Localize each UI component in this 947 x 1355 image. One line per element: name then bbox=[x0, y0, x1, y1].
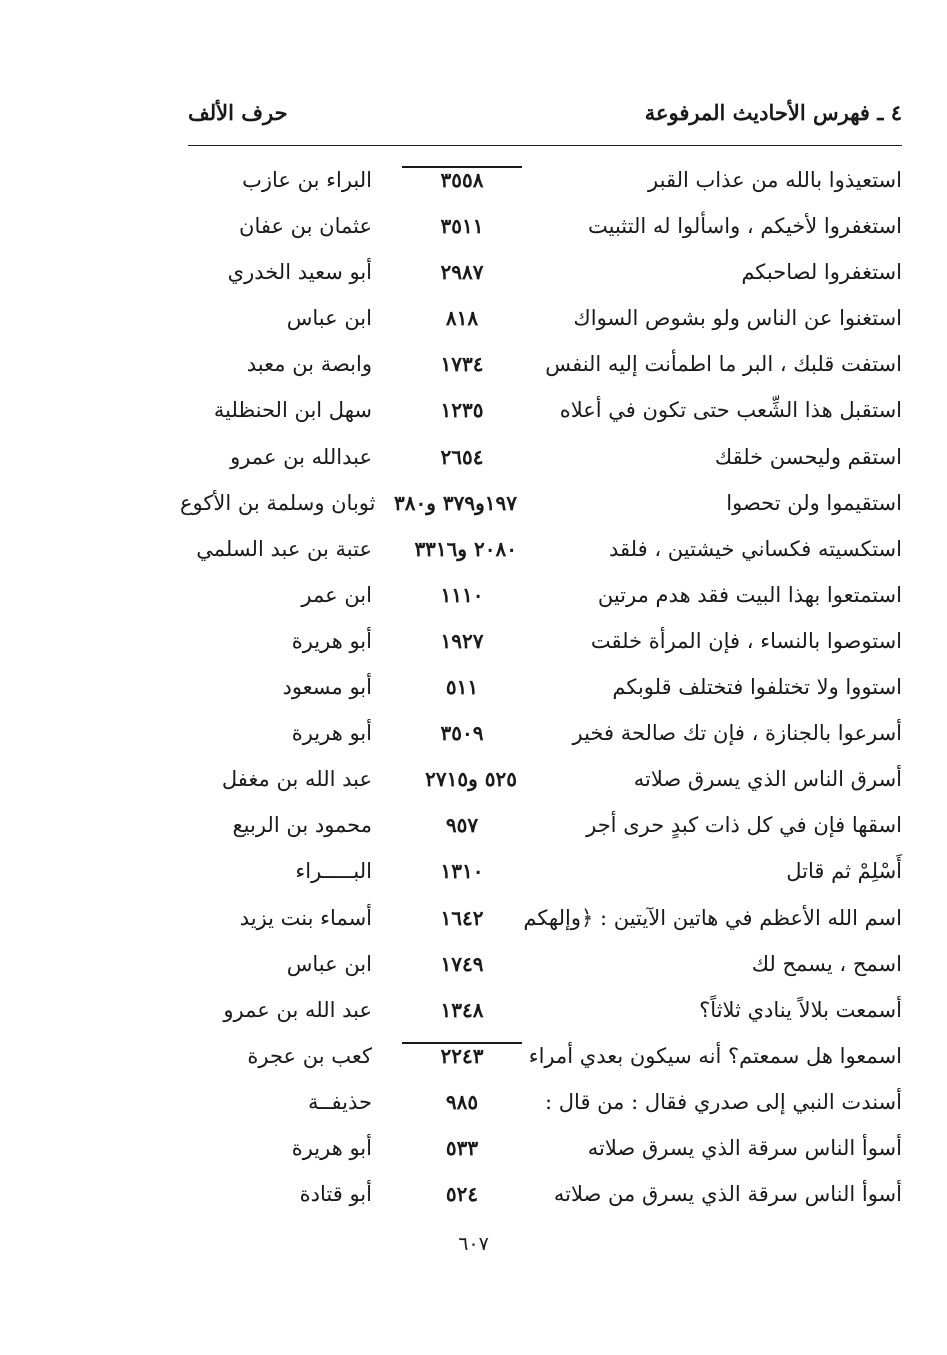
hadith-number: ١٦٤٢ bbox=[440, 905, 484, 930]
index-row bbox=[160, 437, 902, 483]
hadith-text: أسرق الناس الذي يسرق صلاته bbox=[633, 767, 902, 792]
index-row bbox=[160, 944, 902, 990]
narrator-name: أبو هريرة bbox=[291, 628, 372, 653]
hadith-text: اسم الله الأعظم في هاتين الآيتين : ﴿وإلهكم bbox=[523, 905, 902, 930]
hadith-text: اسمعوا هل سمعتم؟ أنه سيكون بعدي أمراء bbox=[528, 1043, 902, 1068]
hadith-text: استكسيته فكساني خيشتين ، فلقد bbox=[609, 536, 902, 561]
hadith-text: استغفروا لصاحبكم bbox=[741, 260, 902, 285]
hadith-number: ٢٩٨٧ bbox=[440, 260, 484, 285]
narrator-name: أبو هريرة bbox=[291, 1135, 372, 1160]
narrator-name: عتبة بن عبد السلمي bbox=[196, 536, 372, 561]
header-divider bbox=[188, 145, 902, 146]
narrator-name: أبو سعيد الخدري bbox=[227, 260, 372, 285]
hadith-text: استفت قلبك ، البر ما اطمأنت إليه النفس bbox=[545, 352, 902, 377]
narrator-name: كعب بن عجرة bbox=[247, 1043, 372, 1068]
narrator-name: البراء بن عازب bbox=[242, 168, 372, 192]
hadith-text: أسندت النبي إلى صدري فقال : من قال : bbox=[545, 1089, 902, 1114]
hadith-text: استغفروا لأخيكم ، واسألوا له التثبيت bbox=[587, 214, 902, 239]
hadith-number: ٢٠٨٠ و٣٣١٦ bbox=[414, 536, 517, 561]
index-row bbox=[160, 1174, 902, 1220]
hadith-number: ٩٨٥ bbox=[445, 1089, 479, 1114]
hadith-number: ١٢٣٥ bbox=[440, 398, 484, 423]
narrator-name: أبو قتادة bbox=[299, 1182, 372, 1207]
index-row bbox=[160, 805, 902, 851]
narrator-name: عبدالله بن عمرو bbox=[230, 444, 372, 469]
narrator-name: أبو مسعود bbox=[282, 675, 372, 700]
narrator-name: سهل ابن الحنظلية bbox=[213, 398, 372, 423]
page-header bbox=[188, 100, 902, 136]
hadith-text: أسرعوا بالجنازة ، فإن تك صالحة فخير bbox=[572, 721, 902, 746]
hadith-number: ٢٦٥٤ bbox=[440, 444, 484, 469]
hadith-text: اسمح ، يسمح لك bbox=[751, 951, 902, 976]
hadith-text: استوصوا بالنساء ، فإن المرأة خلقت bbox=[590, 628, 902, 653]
hadith-number: ١٧٣٤ bbox=[440, 352, 484, 377]
index-row bbox=[160, 160, 902, 206]
index-row bbox=[160, 1128, 902, 1174]
index-row bbox=[160, 298, 902, 344]
hadith-number: ٨١٨ bbox=[445, 306, 479, 331]
index-row bbox=[160, 575, 902, 621]
narrator-name: أبو هريرة bbox=[291, 721, 372, 746]
index-row bbox=[160, 529, 902, 575]
hadith-number: ٥٢٥ و٢٧١٥ bbox=[425, 767, 517, 792]
hadith-text: استغنوا عن الناس ولو بشوص السواك bbox=[573, 306, 902, 331]
hadith-text: استقبل هذا الشِّعب حتى تكون في أعلاه bbox=[559, 398, 902, 423]
hadith-number: ٢٢٤٣ bbox=[402, 1042, 522, 1068]
hadith-text: أسوأ الناس سرقة الذي يسرق صلاته bbox=[587, 1135, 902, 1160]
narrator-name: وابصة بن معبد bbox=[246, 352, 372, 377]
hadith-text: أسمعت بلالاً ينادي ثلاثاً؟ bbox=[699, 997, 902, 1022]
hadith-number: ١٧٤٩ bbox=[440, 951, 484, 976]
narrator-name: محمود بن الربيع bbox=[232, 813, 372, 838]
index-row bbox=[160, 621, 902, 667]
hadith-number: ١٩٧و٣٧٩ و٣٨٠ bbox=[394, 490, 517, 515]
index-row bbox=[160, 667, 902, 713]
narrator-name: ابن عباس bbox=[286, 951, 372, 976]
index-row bbox=[160, 206, 902, 252]
narrator-name: حذيفــة bbox=[307, 1089, 372, 1114]
section-title: ٤ ـ فهرس الأحاديث المرفوعة bbox=[644, 100, 902, 125]
hadith-number: ٩٥٧ bbox=[445, 813, 479, 838]
hadith-text: أسوأ الناس سرقة الذي يسرق من صلاته bbox=[553, 1182, 902, 1207]
narrator-name: ثوبان وسلمة بن الأكوع bbox=[180, 490, 376, 515]
index-row bbox=[160, 851, 902, 897]
index-row bbox=[160, 713, 902, 759]
index-row bbox=[160, 1036, 902, 1082]
narrator-name: البـــــراء bbox=[295, 859, 372, 884]
hadith-text: استووا ولا تختلفوا فتختلف قلوبكم bbox=[612, 675, 902, 700]
hadith-number: ٣٥١١ bbox=[440, 214, 484, 239]
index-row bbox=[160, 252, 902, 298]
narrator-name: ابن عباس bbox=[286, 306, 372, 331]
hadith-number: ١١١٠ bbox=[440, 582, 484, 607]
hadith-text: أَسْلِمْ ثم قاتل bbox=[786, 859, 902, 884]
letter-title: حرف الألف bbox=[188, 100, 288, 125]
index-row bbox=[160, 759, 902, 805]
hadith-text: استعيذوا بالله من عذاب القبر bbox=[648, 168, 902, 192]
hadith-text: اسقها فإن في كل ذات كبدٍ حرى أجر bbox=[586, 813, 902, 838]
narrator-name: عبد الله بن مغفل bbox=[221, 767, 372, 792]
hadith-number: ٣٥٠٩ bbox=[440, 721, 484, 746]
hadith-number: ٥٢٤ bbox=[445, 1182, 479, 1207]
hadith-text: استمتعوا بهذا البيت فقد هدم مرتين bbox=[597, 582, 902, 607]
hadith-text: استقيموا ولن تحصوا bbox=[726, 490, 902, 515]
narrator-name: أسماء بنت يزيد bbox=[239, 905, 372, 930]
page-number: ٦٠٧ bbox=[458, 1233, 489, 1255]
index-row bbox=[160, 390, 902, 436]
hadith-number: ٣٥٥٨ bbox=[402, 166, 522, 192]
index-row bbox=[160, 898, 902, 944]
narrator-name: عبد الله بن عمرو bbox=[223, 997, 372, 1022]
narrator-name: ابن عمر bbox=[301, 582, 372, 607]
index-row bbox=[160, 483, 902, 529]
index-row bbox=[160, 990, 902, 1036]
hadith-text: استقم وليحسن خلقك bbox=[714, 444, 902, 469]
narrator-name: عثمان بن عفان bbox=[239, 214, 372, 239]
hadith-index-list bbox=[160, 160, 902, 1220]
hadith-number: ٥١١ bbox=[445, 675, 479, 700]
hadith-number: ١٣١٠ bbox=[440, 859, 484, 884]
index-row bbox=[160, 1082, 902, 1128]
hadith-number: ١٣٤٨ bbox=[440, 997, 484, 1022]
index-row bbox=[160, 344, 902, 390]
hadith-number: ١٩٢٧ bbox=[440, 628, 484, 653]
hadith-number: ٥٣٣ bbox=[445, 1135, 479, 1160]
